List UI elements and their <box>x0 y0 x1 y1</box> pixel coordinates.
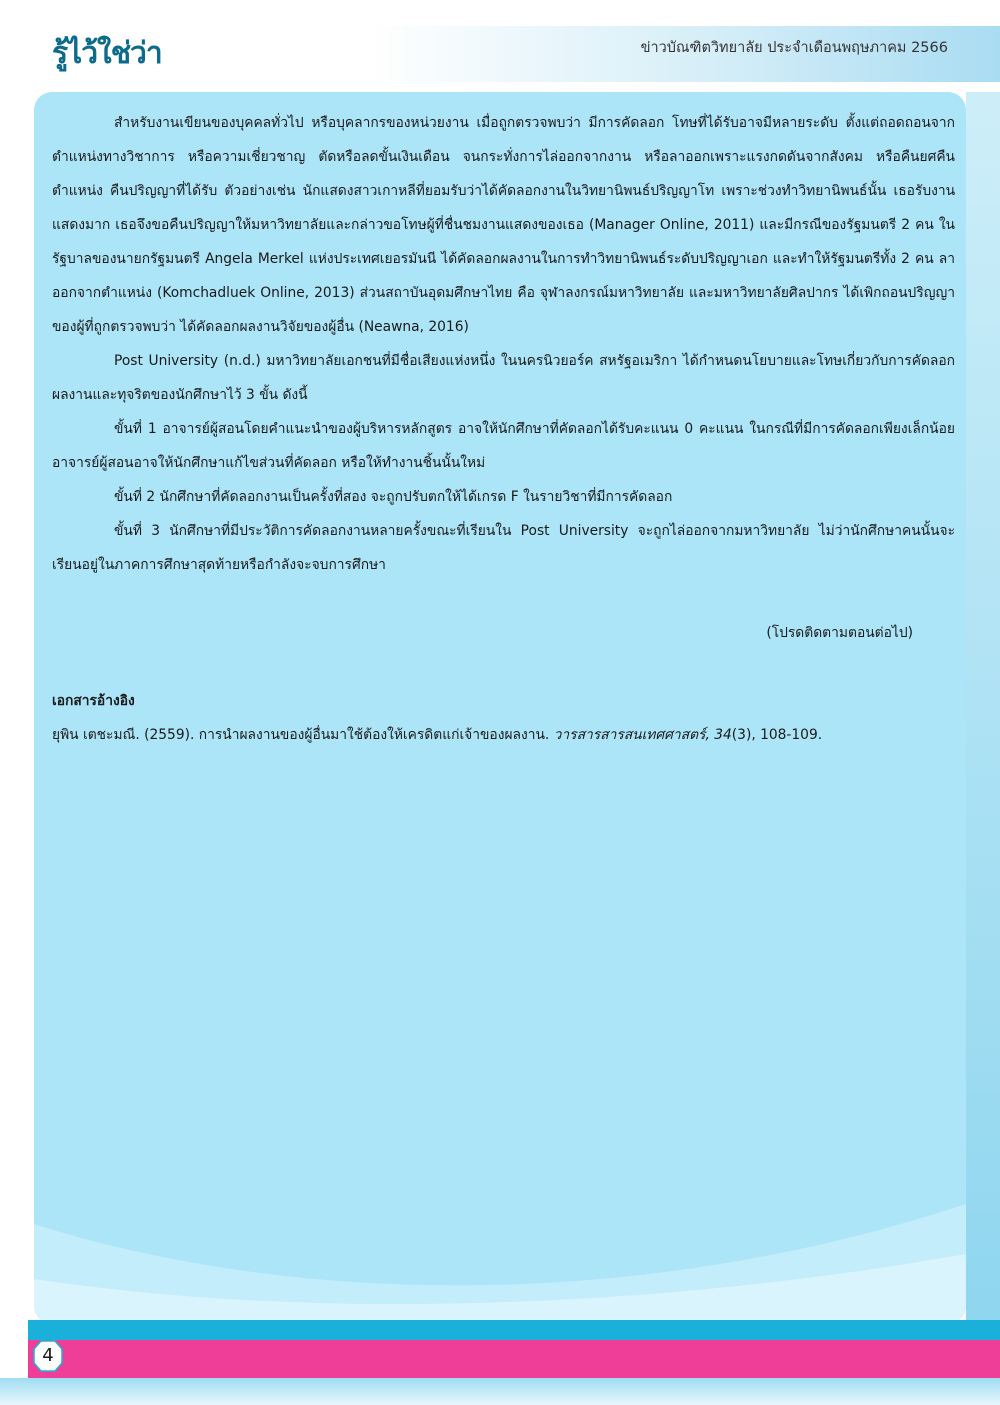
reference-prefix: ยุพิน เตชะมณี. (2559). การนำผลงานของผู้อื่นมาใช้ต้องให้เครดิตแก่เจ้าของผลงาน. <box>52 727 554 743</box>
content-panel <box>34 92 966 1324</box>
issue-label: ข่าวบัณฑิตวิทยาลัย ประจำเดือนพฤษภาคม 2566 <box>640 40 948 56</box>
continue-note: (โปรดติดตามตอนต่อไป) <box>766 625 913 641</box>
right-rail-decoration <box>966 92 1000 1324</box>
article-body <box>52 106 955 752</box>
references-heading: เอกสารอ้างอิง <box>52 693 135 709</box>
reference-journal: วารสารสารสนเทศศาสตร์, 34 <box>553 727 732 743</box>
paragraph-penalties: สำหรับงานเขียนของบุคคลทั่วไป หรือบุคลากรของหน่วยงาน เมื่อถูกตรวจพบว่า มีการคัดลอก โทษที่ได้รับอาจมีหลายระดับ ตั้งแต่ถอดถอนจากตำแหน่งทางวิชาการ หรือความเชี่ยวชาญ ตัดหรือลดขั้นเงินเดือน จนกระทั่งการไล่ออกจากงาน หรือลาออกเพราะแรงกดดันจากสังคม หรือคืนยศคืนตำแหน่ง คืนปริญญาที่ได้รับ ตัวอย่างเช่น นักแสดงสาวเกาหลีที่ยอมรับว่าได้คัดลอกงานในวิทยานิพนธ์ปริญญาโท เพราะช่วงทำวิทยานิพนธ์นั้น เธอรับงานแสดงมาก เธอจึงขอคืนปริญญาให้มหาวิทยาลัยและกล่าวขอโทษผู้ที่ชื่นชมงานแสดงของเธอ (Manager Online, 2011) และมีกรณีของรัฐมนตรี 2 คน ในรัฐบาลของนายกรัฐมนตรี Angela Merkel แห่งประเทศเยอรมันนี ได้คัดลอกผลงานในการทำวิทยานิพนธ์ระดับปริญญาเอก และทำให้รัฐมนตรีทั้ง 2 คน ลาออกจากตำแหน่ง (Komchadluek Online, 2013) ส่วนสถาบันอุดมศึกษาไทย คือ จุฬาลงกรณ์มหาวิทยาลัย และมหาวิทยาลัยศิลปากร ได้เพิกถอนปริญญาของผู้ที่ถูกตรวจพบว่า ได้คัดลอกผลงานวิจัยของผู้อื่น (Neawna, 2016) <box>52 115 955 335</box>
paragraph-step-3: ขั้นที่ 3 นักศึกษาที่มีประวัติการคัดลอกงานหลายครั้งขณะที่เรียนใน Post University จะถูกไล่ออกจากมหาวิทยาลัย ไม่ว่านักศึกษาคนนั้นจะเรียนอยู่ในภาคการศึกษาสุดท้ายหรือกำลังจะจบการศึกษา <box>52 523 955 573</box>
panel-wave-decoration <box>34 1184 966 1324</box>
paragraph-step-1: ขั้นที่ 1 อาจารย์ผู้สอนโดยคำแนะนำของผู้บริหารหลักสูตร อาจให้นักศึกษาที่คัดลอกได้รับคะแนน 0 คะแนน ในกรณีที่มีการคัดลอกเพียงเล็กน้อย อาจารย์ผู้สอนอาจให้นักศึกษาแก้ไขส่วนที่คัดลอก หรือให้ทำงานชิ้นนั้นใหม่ <box>52 421 955 471</box>
reference-item <box>52 718 955 752</box>
footer-stripe-blue <box>28 1320 1000 1340</box>
footer-stripe-pink <box>28 1340 1000 1378</box>
footer-bottom-band <box>0 1378 1000 1405</box>
paragraph-step-2: ขั้นที่ 2 นักศึกษาที่คัดลอกงานเป็นครั้งที่สอง จะถูกปรับตกให้ได้เกรด F ในรายวิชาที่มีการคัดลอก <box>114 489 673 505</box>
reference-suffix: (3), 108-109. <box>731 727 823 743</box>
section-title: รู้ไว้ใช่ว่า <box>52 36 162 71</box>
page-number: 4 <box>42 1345 54 1366</box>
paragraph-post-university: Post University (n.d.) มหาวิทยาลัยเอกชนที่มีชื่อเสียงแห่งหนึ่ง ในนครนิวยอร์ค สหรัฐอเมริกา ได้กำหนดนโยบายและโทษเกี่ยวกับการคัดลอกผลงานและทุจริตของนักศึกษาไว้ 3 ขั้น ดังนี้ <box>52 353 955 403</box>
